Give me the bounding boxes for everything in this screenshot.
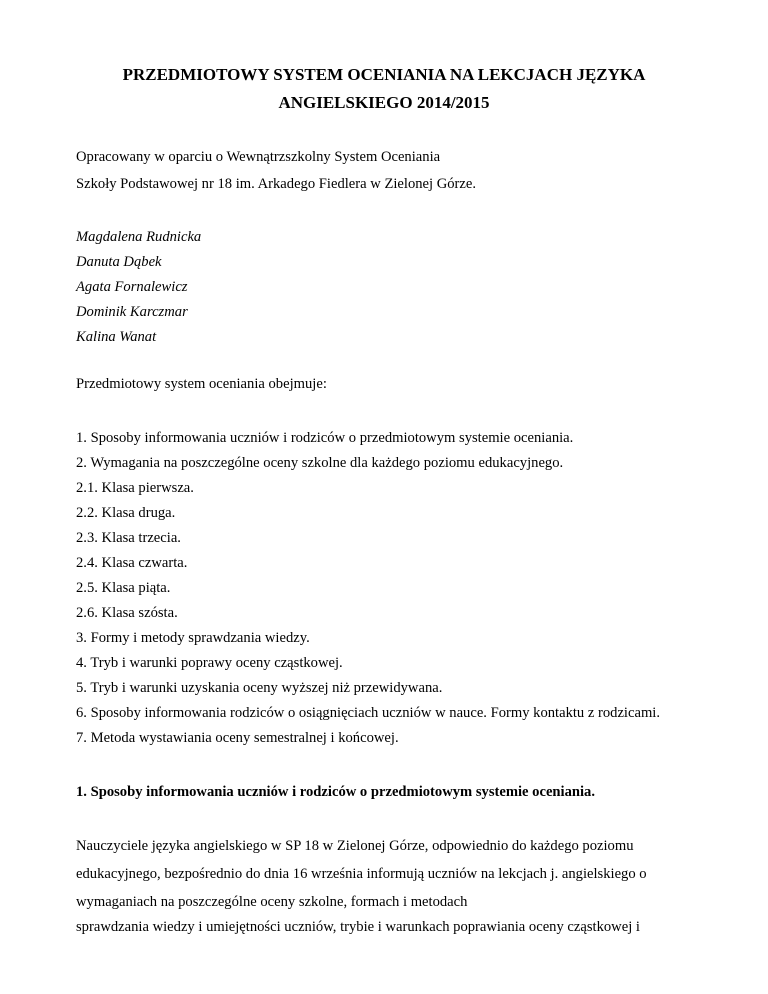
- document-title-line-2: ANGIELSKIEGO 2014/2015: [278, 93, 490, 112]
- toc-item: 2.6. Klasa szósta.: [76, 605, 178, 621]
- toc-item: 4. Tryb i warunki poprawy oceny cząstkowej.: [76, 655, 343, 671]
- author-name: Agata Fornalewicz: [76, 279, 188, 295]
- basis-line-2: Szkoły Podstawowej nr 18 im. Arkadego Fiedlera w Zielonej Górze.: [76, 176, 477, 192]
- document-title-line-1: PRZEDMIOTOWY SYSTEM OCENIANIA NA LEKCJACH JĘZYKA: [122, 65, 646, 84]
- toc-item: 2. Wymagania na poszczególne oceny szkolne dla każdego poziomu edukacyjnego.: [76, 455, 564, 471]
- section-1-paragraph-line: wymaganiach na poszczególne oceny szkolne, formach i metodach: [76, 894, 468, 910]
- toc-item: 2.1. Klasa pierwsza.: [76, 480, 194, 496]
- toc-intro: Przedmiotowy system oceniania obejmuje:: [76, 376, 327, 392]
- toc-item: 6. Sposoby informowania rodziców o osiągnięciach uczniów w nauce. Formy kontaktu z rodzicami.: [76, 705, 660, 721]
- section-1-paragraph-line: Nauczyciele języka angielskiego w SP 18 w Zielonej Górze, odpowiednio do każdego poziomu: [76, 838, 634, 854]
- toc-item: 5. Tryb i warunki uzyskania oceny wyższej niż przewidywana.: [76, 680, 443, 696]
- section-1-paragraph-line: sprawdzania wiedzy i umiejętności uczniów, trybie i warunkach poprawiania oceny cząstkowej i: [76, 919, 640, 935]
- toc-item: 3. Formy i metody sprawdzania wiedzy.: [76, 630, 310, 646]
- toc-item: 2.4. Klasa czwarta.: [76, 555, 188, 571]
- section-1-heading: 1. Sposoby informowania uczniów i rodziców o przedmiotowym systemie oceniania.: [76, 784, 596, 800]
- toc-item: 2.3. Klasa trzecia.: [76, 530, 181, 546]
- author-name: Dominik Karczmar: [76, 304, 188, 320]
- section-1-paragraph-line: edukacyjnego, bezpośrednio do dnia 16 września informują uczniów na lekcjach j. angielskiego o: [76, 866, 647, 882]
- toc-item: 2.5. Klasa piąta.: [76, 580, 171, 596]
- author-name: Kalina Wanat: [76, 329, 157, 345]
- toc-item: 7. Metoda wystawiania oceny semestralnej i końcowej.: [76, 730, 399, 746]
- toc-item: 2.2. Klasa druga.: [76, 505, 176, 521]
- author-name: Magdalena Rudnicka: [76, 229, 202, 245]
- basis-line-1: Opracowany w oparciu o Wewnątrzszkolny System Oceniania: [76, 149, 441, 165]
- toc-item: 1. Sposoby informowania uczniów i rodziców o przedmiotowym systemie oceniania.: [76, 430, 574, 446]
- author-name: Danuta Dąbek: [76, 254, 162, 270]
